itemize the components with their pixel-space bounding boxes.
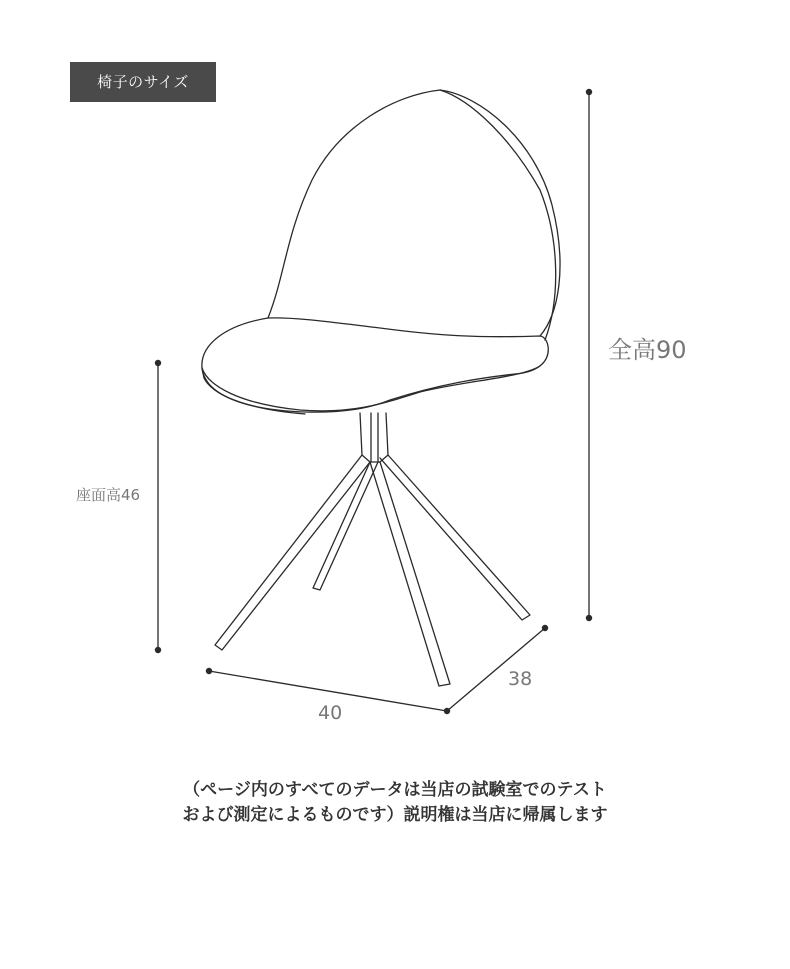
disclaimer-line-2: および測定によるものです）説明権は当店に帰属します (182, 805, 608, 825)
chair-seat-top (202, 318, 548, 412)
chair-leg-back-left (313, 462, 378, 590)
depth-label: 38 (508, 668, 533, 690)
disclaimer-line-1: （ページ内のすべてのデータは当店の試験室でのテスト (183, 780, 607, 800)
chair-leg-front-right (370, 462, 450, 686)
seat-height-label: 座面高46 (76, 486, 141, 504)
chair-stem (360, 413, 388, 462)
total-height-label: 全高90 (608, 336, 687, 364)
chair-leg-front-left (215, 455, 370, 650)
width-label: 40 (318, 702, 343, 724)
chair-drawing (202, 90, 560, 686)
disclaimer-note (0, 778, 790, 828)
section-title: 椅子のサイズ (70, 62, 216, 102)
chair-back-edge (440, 90, 556, 340)
chair-leg-back-right (380, 455, 530, 620)
chair-seat-edge (202, 366, 540, 411)
dimension-lines (155, 89, 592, 714)
chair-back (268, 90, 560, 336)
